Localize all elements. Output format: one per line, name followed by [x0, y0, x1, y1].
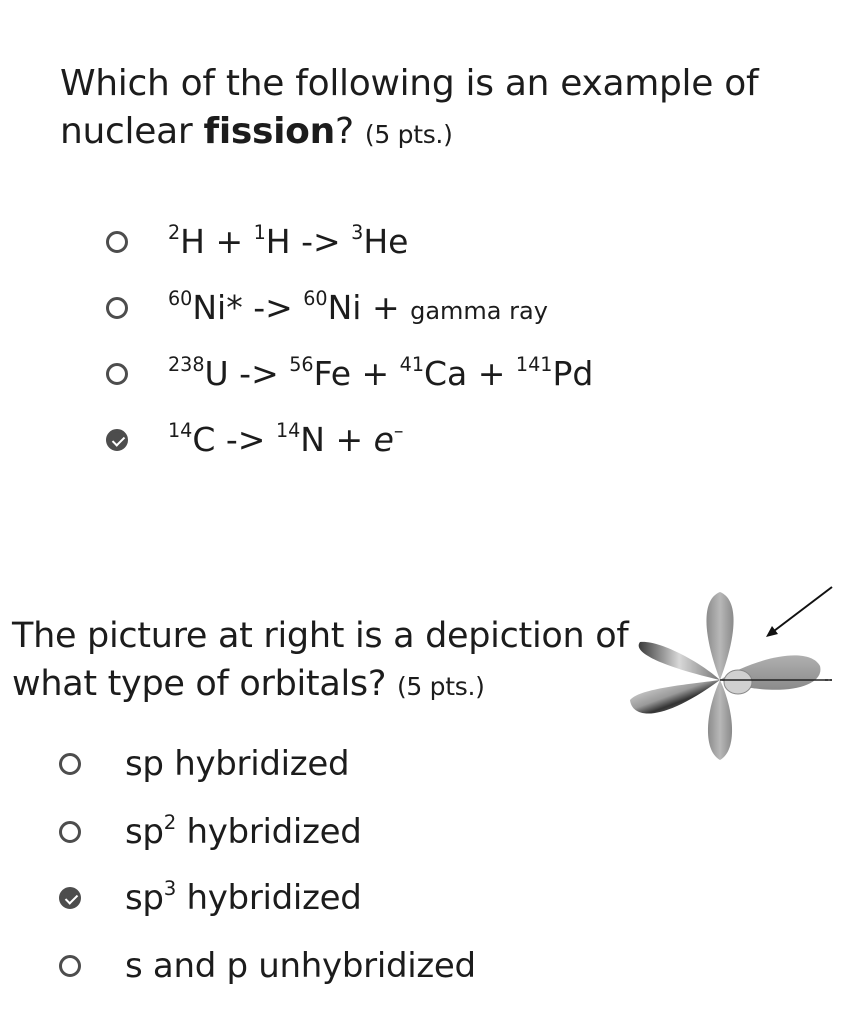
- q1-option-2[interactable]: [106, 288, 548, 327]
- question-1-text: Which of the following is an example of nuclear: [60, 63, 759, 152]
- q2-option-2[interactable]: [59, 812, 362, 852]
- q2-option-3-label: $sp^3$ hybridized: [125, 876, 362, 918]
- q2-option-2-label: $sp^2$ hybridized: [125, 810, 362, 852]
- radio-button[interactable]: [106, 363, 128, 385]
- radio-button-selected[interactable]: [59, 887, 81, 909]
- q1-option-2-label: $^{60}$Ni* -> $^{60}$Ni + gamma ray: [168, 287, 548, 327]
- q2-option-1-label: sp hybridized: [125, 744, 350, 784]
- question-2-points: (5 pts.): [396, 672, 485, 701]
- radio-button[interactable]: [106, 231, 128, 253]
- question-1-mark: ?: [334, 111, 354, 152]
- q1-option-1-label: $^2$H + $^1$H -> $^3$He: [168, 221, 409, 261]
- radio-button[interactable]: [106, 297, 128, 319]
- q2-option-3[interactable]: [59, 878, 362, 918]
- question-2-text: The picture at right is a depiction of what type of orbitals?: [12, 616, 629, 704]
- question-1-title: [60, 60, 780, 159]
- question-2-title: [12, 612, 632, 711]
- q1-option-4-label: $^{14}$C -> $^{14}$N + e–: [168, 419, 404, 459]
- q1-option-3-label: $^{238}$U -> $^{56}$Fe + $^{41}$Ca + $^{141}$Pd: [168, 353, 594, 393]
- orbital-diagram-icon: [620, 580, 845, 770]
- q1-option-3[interactable]: [106, 354, 593, 393]
- radio-button-selected[interactable]: [106, 429, 128, 451]
- radio-button[interactable]: [59, 955, 81, 977]
- radio-button[interactable]: [59, 753, 81, 775]
- question-1-points: (5 pts.): [364, 120, 453, 149]
- q1-option-1[interactable]: [106, 222, 408, 261]
- radio-button[interactable]: [59, 821, 81, 843]
- question-1-keyword: fission: [203, 111, 335, 152]
- q1-option-4[interactable]: [106, 420, 403, 459]
- q2-option-4-label: s and p unhybridized: [125, 946, 476, 986]
- q2-option-4[interactable]: [59, 946, 476, 986]
- orbital-figure: [620, 580, 845, 770]
- q2-option-1[interactable]: [59, 744, 349, 784]
